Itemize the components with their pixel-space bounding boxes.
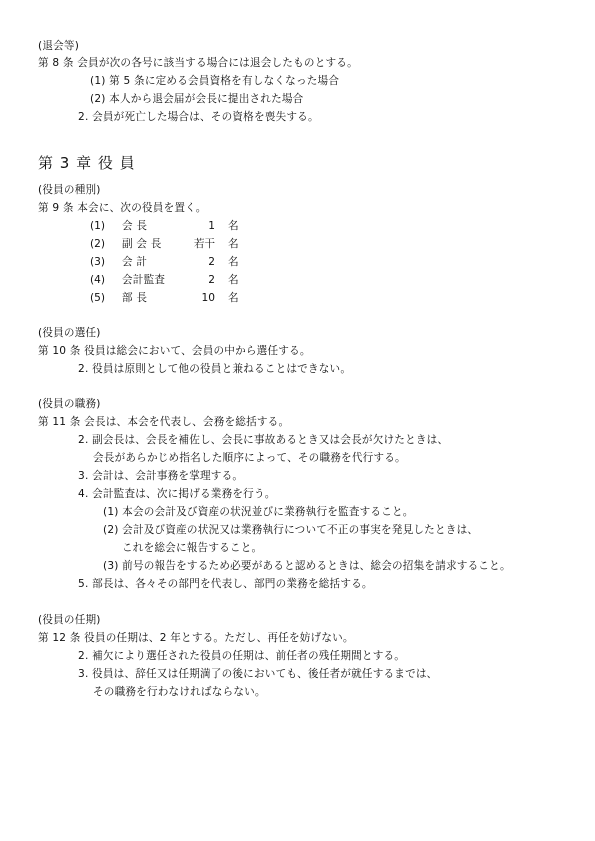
section-heading-officer-duties: (役員の職務) xyxy=(38,398,101,410)
officer-number: (2) xyxy=(90,238,106,250)
officer-role: 会 計 xyxy=(122,256,148,268)
officer-count: 2 xyxy=(208,256,215,268)
article-11-paragraph-5: 5. 部長は、各々その部門を代表し、部門の業務を総括する。 xyxy=(78,578,373,590)
officer-count: 1 xyxy=(208,220,215,232)
article-11-paragraph-4-item-2: (2) 会計及び資産の状況又は業務執行について不正の事実を発見したときは、 xyxy=(103,524,479,536)
officer-unit: 名 xyxy=(228,274,239,286)
article-11-paragraph-3: 3. 会計は、会計事務を掌理する。 xyxy=(78,470,244,482)
officer-role: 副 会 長 xyxy=(122,238,162,250)
officer-unit: 名 xyxy=(228,256,239,268)
article-11-paragraph-4-item-3: (3) 前号の報告をするため必要があると認めるときは、総会の招集を請求すること。 xyxy=(103,560,511,572)
article-11-paragraph-2: 2. 副会長は、会長を補佐し、会長に事故あるとき又は会長が欠けたときは、 xyxy=(78,434,449,446)
article-8-item-2: (2) 本人から退会届が会長に提出された場合 xyxy=(90,93,304,105)
article-9: 第 9 条 本会に、次の役員を置く。 xyxy=(38,202,207,214)
officer-role: 会 長 xyxy=(122,220,148,232)
officer-count: 2 xyxy=(208,274,215,286)
article-11: 第 11 条 会長は、本会を代表し、会務を総括する。 xyxy=(38,416,290,428)
article-8: 第 8 条 会員が次の各号に該当する場合には退会したものとする。 xyxy=(38,57,358,69)
officer-count: 若干 xyxy=(193,238,215,250)
section-heading-officer-types: (役員の種別) xyxy=(38,184,101,196)
officer-number: (5) xyxy=(90,292,106,304)
officer-role: 会計監査 xyxy=(122,274,166,286)
article-10: 第 10 条 役員は総会において、会員の中から選任する。 xyxy=(38,345,311,357)
officer-number: (4) xyxy=(90,274,106,286)
article-11-paragraph-4: 4. 会計監査は、次に掲げる業務を行う。 xyxy=(78,488,276,500)
chapter-title: 第 3 章 役 員 xyxy=(38,154,136,172)
officer-unit: 名 xyxy=(228,292,239,304)
article-12: 第 12 条 役員の任期は、2 年とする。ただし、再任を妨げない。 xyxy=(38,632,354,644)
article-8-paragraph-2: 2. 会員が死亡した場合は、その資格を喪失する。 xyxy=(78,111,319,123)
officer-unit: 名 xyxy=(228,220,239,232)
article-11-paragraph-2-continued: 会長があらかじめ指名した順序によって、その職務を代行する。 xyxy=(93,452,406,464)
article-11-paragraph-4-item-2-continued: これを総会に報告すること。 xyxy=(122,542,263,554)
article-12-paragraph-3-continued: その職務を行わなければならない。 xyxy=(93,686,266,698)
article-8-item-1: (1) 第 5 条に定める会員資格を有しなくなった場合 xyxy=(90,75,340,87)
officer-number: (3) xyxy=(90,256,106,268)
officer-unit: 名 xyxy=(228,238,239,250)
section-heading-withdrawal: (退会等) xyxy=(38,40,80,52)
section-heading-officer-election: (役員の選任) xyxy=(38,327,101,339)
article-11-paragraph-4-item-1: (1) 本会の会計及び資産の状況並びに業務執行を監査すること。 xyxy=(103,506,414,518)
article-12-paragraph-3: 3. 役員は、辞任又は任期満了の後においても、後任者が就任するまでは、 xyxy=(78,668,438,680)
officer-number: (1) xyxy=(90,220,106,232)
article-12-paragraph-2: 2. 補欠により選任された役員の任期は、前任者の残任期間とする。 xyxy=(78,650,406,662)
officer-role: 部 長 xyxy=(122,292,148,304)
section-heading-officer-term: (役員の任期) xyxy=(38,614,101,626)
article-10-paragraph-2: 2. 役員は原則として他の役員と兼ねることはできない。 xyxy=(78,363,352,375)
officer-count: 10 xyxy=(201,292,215,304)
